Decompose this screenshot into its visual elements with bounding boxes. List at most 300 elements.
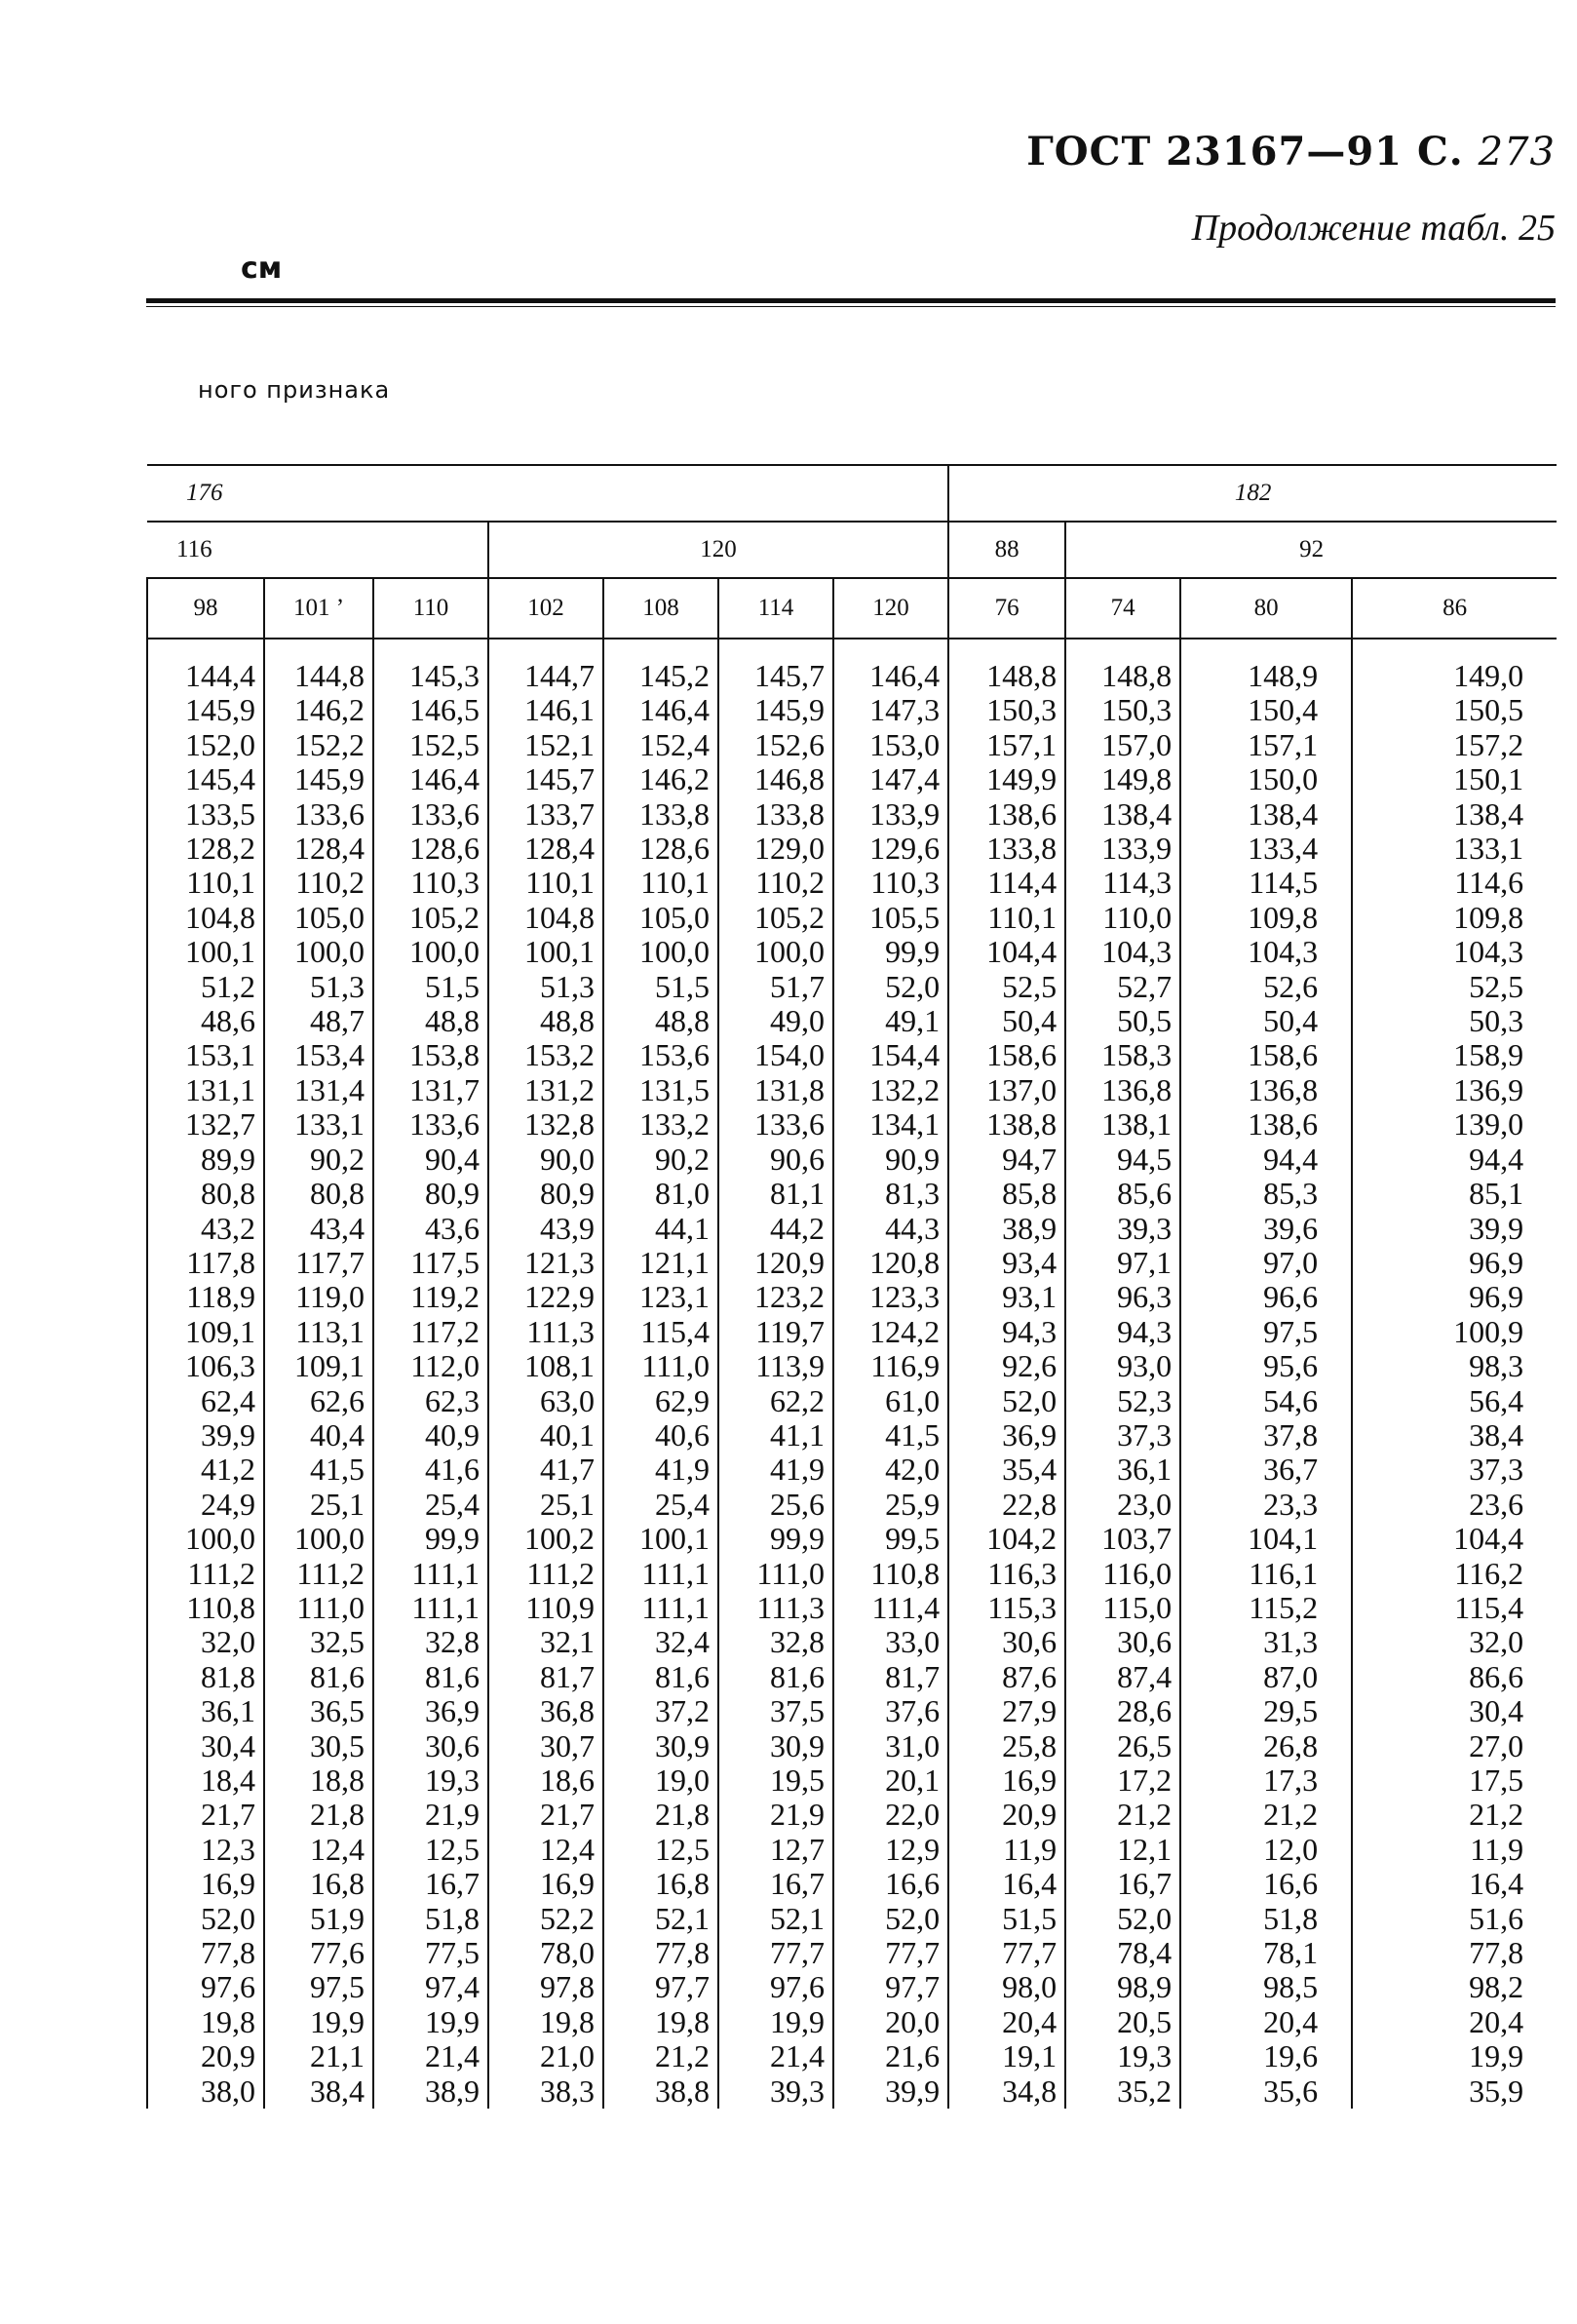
table-cell: 133,6	[373, 1107, 488, 1142]
table-cell: 116,9	[833, 1349, 948, 1383]
table-row	[147, 1591, 1557, 1625]
table-row	[147, 2039, 1557, 2073]
table-row	[147, 1177, 1557, 1211]
table-cell: 150,1	[1352, 762, 1557, 796]
table-cell: 131,4	[264, 1073, 373, 1107]
table-cell: 103,7	[1065, 1522, 1180, 1556]
table-cell: 150,4	[1180, 693, 1352, 727]
table-cell: 50,4	[948, 1004, 1065, 1038]
table-cell: 104,4	[948, 935, 1065, 969]
table-row	[147, 1625, 1557, 1659]
table-cell: 133,8	[603, 797, 718, 832]
table-cell: 158,6	[1180, 1038, 1352, 1072]
table-cell: 48,8	[373, 1004, 488, 1038]
table-cell: 77,6	[264, 1936, 373, 1970]
table-cell: 117,5	[373, 1246, 488, 1280]
table-cell: 38,0	[147, 2074, 264, 2109]
table-cell: 111,0	[603, 1349, 718, 1383]
table-cell: 62,4	[147, 1384, 264, 1418]
table-cell: 32,8	[373, 1625, 488, 1659]
table-cell: 153,4	[264, 1038, 373, 1072]
table-cell: 17,2	[1065, 1763, 1180, 1798]
table-cell: 21,4	[373, 2039, 488, 2073]
table-cell: 133,1	[1352, 832, 1557, 866]
table-cell: 119,7	[718, 1315, 833, 1349]
table-cell: 99,9	[718, 1522, 833, 1556]
table-cell: 52,0	[833, 1902, 948, 1936]
table-cell: 80,9	[373, 1177, 488, 1211]
table-cell: 51,5	[948, 1902, 1065, 1936]
table-cell: 12,1	[1065, 1833, 1180, 1867]
table-cell: 80,8	[147, 1177, 264, 1211]
waist-80: 80	[1180, 578, 1352, 639]
table-cell: 120,9	[718, 1246, 833, 1280]
table-row	[147, 1694, 1557, 1728]
table-cell: 96,3	[1065, 1280, 1180, 1314]
table-cell: 16,7	[718, 1867, 833, 1901]
table-row	[147, 866, 1557, 900]
table-cell: 87,0	[1180, 1660, 1352, 1694]
table-cell: 38,9	[948, 1212, 1065, 1246]
document-header	[1026, 129, 1556, 174]
table-cell: 138,4	[1352, 797, 1557, 832]
table-cell: 98,0	[948, 1970, 1065, 2004]
table-cell: 48,7	[264, 1004, 373, 1038]
table-cell: 94,4	[1180, 1143, 1352, 1177]
table-cell: 149,8	[1065, 762, 1180, 796]
table-cell: 110,9	[488, 1591, 603, 1625]
table-cell: 51,9	[264, 1902, 373, 1936]
table-cell: 149,9	[948, 762, 1065, 796]
table-row	[147, 1418, 1557, 1452]
table-cell: 116,3	[948, 1557, 1065, 1591]
table-cell: 116,1	[1180, 1557, 1352, 1591]
table-cell: 147,4	[833, 762, 948, 796]
table-cell: 38,4	[264, 2074, 373, 2109]
chest-120: 120	[488, 522, 948, 578]
table-cell: 123,2	[718, 1280, 833, 1314]
table-row	[147, 1867, 1557, 1901]
table-cell: 119,2	[373, 1280, 488, 1314]
table-cell: 23,3	[1180, 1488, 1352, 1522]
table-cell: 112,0	[373, 1349, 488, 1383]
waist-110: 110	[373, 578, 488, 639]
table-cell: 16,6	[833, 1867, 948, 1901]
table-cell: 81,6	[373, 1660, 488, 1694]
table-cell: 12,5	[603, 1833, 718, 1867]
table-row	[147, 935, 1557, 969]
table-cell: 32,0	[1352, 1625, 1557, 1659]
table-cell: 30,6	[373, 1729, 488, 1763]
table-cell: 111,3	[488, 1315, 603, 1349]
waist-102: 102	[488, 578, 603, 639]
table-cell: 157,1	[948, 728, 1065, 762]
table-cell: 98,5	[1180, 1970, 1352, 2004]
table-cell: 52,0	[1065, 1902, 1180, 1936]
unit-label: см	[241, 252, 283, 286]
table-cell: 11,9	[948, 1833, 1065, 1867]
table-cell: 136,8	[1065, 1073, 1180, 1107]
table-cell: 120,8	[833, 1246, 948, 1280]
table-cell: 96,9	[1352, 1280, 1557, 1314]
table-cell: 22,8	[948, 1488, 1065, 1522]
table-cell: 50,4	[1180, 1004, 1352, 1038]
table-cell: 26,5	[1065, 1729, 1180, 1763]
table-cell: 99,9	[373, 1522, 488, 1556]
table-cell: 145,2	[603, 639, 718, 693]
table-cell: 39,9	[833, 2074, 948, 2109]
table-cell: 25,9	[833, 1488, 948, 1522]
table-cell: 133,6	[264, 797, 373, 832]
table-cell: 146,2	[603, 762, 718, 796]
table-cell: 136,9	[1352, 1073, 1557, 1107]
table-cell: 38,8	[603, 2074, 718, 2109]
table-cell: 44,2	[718, 1212, 833, 1246]
table-cell: 35,4	[948, 1452, 1065, 1487]
table-cell: 97,5	[264, 1970, 373, 2004]
table-cell: 90,0	[488, 1143, 603, 1177]
table-cell: 153,6	[603, 1038, 718, 1072]
table-cell: 131,7	[373, 1073, 488, 1107]
table-cell: 39,3	[1065, 1212, 1180, 1246]
table-cell: 41,9	[603, 1452, 718, 1487]
table-cell: 158,3	[1065, 1038, 1180, 1072]
table-cell: 23,0	[1065, 1488, 1180, 1522]
table-cell: 96,9	[1352, 1246, 1557, 1280]
table-cell: 113,9	[718, 1349, 833, 1383]
table-cell: 131,1	[147, 1073, 264, 1107]
table-cell: 32,1	[488, 1625, 603, 1659]
table-cell: 138,6	[1180, 1107, 1352, 1142]
table-cell: 145,9	[718, 693, 833, 727]
table-cell: 52,7	[1065, 970, 1180, 1004]
table-cell: 115,0	[1065, 1591, 1180, 1625]
table-cell: 133,2	[603, 1107, 718, 1142]
table-cell: 25,6	[718, 1488, 833, 1522]
table-cell: 51,2	[147, 970, 264, 1004]
table-cell: 98,9	[1065, 1970, 1180, 2004]
table-row	[147, 1452, 1557, 1487]
table-cell: 21,6	[833, 2039, 948, 2073]
table-cell: 21,2	[1352, 1798, 1557, 1832]
height-header-row	[147, 465, 1557, 522]
table-cell: 38,9	[373, 2074, 488, 2109]
table-cell: 35,2	[1065, 2074, 1180, 2109]
table-cell: 16,9	[948, 1763, 1065, 1798]
table-cell: 110,8	[147, 1591, 264, 1625]
table-cell: 100,2	[488, 1522, 603, 1556]
table-cell: 157,2	[1352, 728, 1557, 762]
table-cell: 22,0	[833, 1798, 948, 1832]
table-cell: 32,0	[147, 1625, 264, 1659]
table-cell: 85,1	[1352, 1177, 1557, 1211]
table-cell: 81,7	[833, 1660, 948, 1694]
table-row	[147, 2074, 1557, 2109]
table-cell: 111,1	[373, 1557, 488, 1591]
table-cell: 114,4	[948, 866, 1065, 900]
table-cell: 111,1	[373, 1591, 488, 1625]
table-cell: 153,0	[833, 728, 948, 762]
table-cell: 118,9	[147, 1280, 264, 1314]
table-cell: 152,0	[147, 728, 264, 762]
table-cell: 41,1	[718, 1418, 833, 1452]
table-cell: 52,6	[1180, 970, 1352, 1004]
table-cell: 100,9	[1352, 1315, 1557, 1349]
table-cell: 81,7	[488, 1660, 603, 1694]
table-cell: 110,3	[373, 866, 488, 900]
table-cell: 86,6	[1352, 1660, 1557, 1694]
measurements-table	[146, 464, 1557, 2109]
table-cell: 92,6	[948, 1349, 1065, 1383]
table-row	[147, 639, 1557, 693]
table-cell: 43,4	[264, 1212, 373, 1246]
table-cell: 115,3	[948, 1591, 1065, 1625]
table-cell: 37,2	[603, 1694, 718, 1728]
waist-98: 98	[147, 578, 264, 639]
table-cell: 16,4	[948, 1867, 1065, 1901]
table-cell: 105,0	[603, 901, 718, 935]
table-cell: 146,4	[603, 693, 718, 727]
waist-86: 86	[1352, 578, 1557, 639]
table-cell: 81,6	[264, 1660, 373, 1694]
table-cell: 109,8	[1180, 901, 1352, 935]
table-cell: 110,2	[264, 866, 373, 900]
table-cell: 19,9	[264, 2005, 373, 2039]
table-cell: 145,4	[147, 762, 264, 796]
table-cell: 100,0	[373, 935, 488, 969]
waist-76: 76	[948, 578, 1065, 639]
table-cell: 30,5	[264, 1729, 373, 1763]
table-row	[147, 797, 1557, 832]
table-cell: 105,2	[718, 901, 833, 935]
table-cell: 111,4	[833, 1591, 948, 1625]
table-cell: 41,5	[833, 1418, 948, 1452]
table-cell: 39,9	[147, 1418, 264, 1452]
table-cell: 30,4	[147, 1729, 264, 1763]
table-cell: 117,2	[373, 1315, 488, 1349]
table-cell: 78,0	[488, 1936, 603, 1970]
table-cell: 36,7	[1180, 1452, 1352, 1487]
table-cell: 52,0	[833, 970, 948, 1004]
table-cell: 93,0	[1065, 1349, 1180, 1383]
table-cell: 26,8	[1180, 1729, 1352, 1763]
table-cell: 96,6	[1180, 1280, 1352, 1314]
table-cell: 51,8	[1180, 1902, 1352, 1936]
table-cell: 129,6	[833, 832, 948, 866]
table-cell: 78,4	[1065, 1936, 1180, 1970]
waist-header-row	[147, 578, 1557, 639]
table-cell: 41,7	[488, 1452, 603, 1487]
table-cell: 12,4	[264, 1833, 373, 1867]
table-row	[147, 1315, 1557, 1349]
table-cell: 133,7	[488, 797, 603, 832]
table-cell: 29,5	[1180, 1694, 1352, 1728]
table-cell: 104,3	[1180, 935, 1352, 969]
table-row	[147, 1107, 1557, 1142]
table-cell: 97,7	[833, 1970, 948, 2004]
table-cell: 44,3	[833, 1212, 948, 1246]
table-cell: 77,8	[1352, 1936, 1557, 1970]
table-cell: 89,9	[147, 1143, 264, 1177]
table-cell: 80,8	[264, 1177, 373, 1211]
chest-88: 88	[948, 522, 1065, 578]
table-cell: 16,4	[1352, 1867, 1557, 1901]
table-cell: 138,6	[948, 797, 1065, 832]
table-cell: 77,7	[948, 1936, 1065, 1970]
table-cell: 18,8	[264, 1763, 373, 1798]
table-cell: 18,4	[147, 1763, 264, 1798]
table-cell: 97,5	[1180, 1315, 1352, 1349]
table-cell: 104,1	[1180, 1522, 1352, 1556]
table-cell: 20,4	[1180, 2005, 1352, 2039]
table-cell: 35,6	[1180, 2074, 1352, 2109]
table-cell: 145,7	[718, 639, 833, 693]
table-cell: 97,6	[718, 1970, 833, 2004]
table-cell: 11,9	[1352, 1833, 1557, 1867]
table-cell: 128,4	[264, 832, 373, 866]
table-cell: 134,1	[833, 1107, 948, 1142]
table-cell: 54,6	[1180, 1384, 1352, 1418]
table-cell: 104,8	[488, 901, 603, 935]
table-cell: 90,2	[264, 1143, 373, 1177]
table-row	[147, 1143, 1557, 1177]
table-cell: 132,2	[833, 1073, 948, 1107]
table-cell: 158,9	[1352, 1038, 1557, 1072]
chest-header-row	[147, 522, 1557, 578]
table-cell: 30,9	[603, 1729, 718, 1763]
table-cell: 51,7	[718, 970, 833, 1004]
table-cell: 110,3	[833, 866, 948, 900]
table-cell: 133,4	[1180, 832, 1352, 866]
page-prefix: С.	[1416, 129, 1464, 174]
table-row	[147, 1970, 1557, 2004]
table-cell: 21,0	[488, 2039, 603, 2073]
table-cell: 93,1	[948, 1280, 1065, 1314]
table-cell: 109,1	[264, 1349, 373, 1383]
table-cell: 122,9	[488, 1280, 603, 1314]
table-cell: 21,4	[718, 2039, 833, 2073]
table-cell: 100,0	[147, 1522, 264, 1556]
table-cell: 56,4	[1352, 1384, 1557, 1418]
table-cell: 39,3	[718, 2074, 833, 2109]
table-cell: 154,4	[833, 1038, 948, 1072]
table-cell: 146,5	[373, 693, 488, 727]
table-cell: 139,0	[1352, 1107, 1557, 1142]
table-cell: 77,7	[833, 1936, 948, 1970]
table-cell: 21,2	[1180, 1798, 1352, 1832]
table-cell: 106,3	[147, 1349, 264, 1383]
table-cell: 81,8	[147, 1660, 264, 1694]
table-cell: 144,4	[147, 639, 264, 693]
table-cell: 153,1	[147, 1038, 264, 1072]
chest-116: 116	[147, 522, 488, 578]
table-cell: 36,8	[488, 1694, 603, 1728]
table-cell: 100,0	[718, 935, 833, 969]
table-cell: 36,1	[147, 1694, 264, 1728]
table-cell: 116,0	[1065, 1557, 1180, 1591]
table-cell: 94,3	[1065, 1315, 1180, 1349]
table-cell: 21,9	[718, 1798, 833, 1832]
table-cell: 105,0	[264, 901, 373, 935]
table-cell: 148,8	[1065, 639, 1180, 693]
table-cell: 20,0	[833, 2005, 948, 2039]
table-cell: 111,1	[603, 1557, 718, 1591]
table-cell: 51,3	[264, 970, 373, 1004]
table-cell: 52,3	[1065, 1384, 1180, 1418]
table-cell: 150,3	[1065, 693, 1180, 727]
table-cell: 19,0	[603, 1763, 718, 1798]
table-cell: 20,1	[833, 1763, 948, 1798]
table-cell: 157,0	[1065, 728, 1180, 762]
table-cell: 24,9	[147, 1488, 264, 1522]
table-cell: 117,7	[264, 1246, 373, 1280]
table-cell: 104,2	[948, 1522, 1065, 1556]
table-cell: 81,1	[718, 1177, 833, 1211]
table-row	[147, 1004, 1557, 1038]
table-cell: 97,6	[147, 1970, 264, 2004]
table-cell: 30,7	[488, 1729, 603, 1763]
table-cell: 38,4	[1352, 1418, 1557, 1452]
table-cell: 104,3	[1065, 935, 1180, 969]
table-row	[147, 1073, 1557, 1107]
table-cell: 115,4	[1352, 1591, 1557, 1625]
table-cell: 85,6	[1065, 1177, 1180, 1211]
table-cell: 40,1	[488, 1418, 603, 1452]
table-row	[147, 1557, 1557, 1591]
table-cell: 62,9	[603, 1384, 718, 1418]
table-cell: 87,4	[1065, 1660, 1180, 1694]
table-cell: 99,9	[833, 935, 948, 969]
table-cell: 97,0	[1180, 1246, 1352, 1280]
table-cell: 105,5	[833, 901, 948, 935]
table-row	[147, 1488, 1557, 1522]
table-cell: 97,4	[373, 1970, 488, 2004]
table-cell: 32,8	[718, 1625, 833, 1659]
table-cell: 16,7	[1065, 1867, 1180, 1901]
table-cell: 124,2	[833, 1315, 948, 1349]
table-cell: 62,2	[718, 1384, 833, 1418]
table-cell: 50,3	[1352, 1004, 1557, 1038]
table-cell: 41,9	[718, 1452, 833, 1487]
table-cell: 137,0	[948, 1073, 1065, 1107]
table-row	[147, 1522, 1557, 1556]
table-row	[147, 1212, 1557, 1246]
table-cell: 28,6	[1065, 1694, 1180, 1728]
table-cell: 152,2	[264, 728, 373, 762]
table-cell: 129,0	[718, 832, 833, 866]
table-row	[147, 693, 1557, 727]
table-cell: 36,9	[373, 1694, 488, 1728]
table-cell: 100,1	[488, 935, 603, 969]
table-cell: 77,7	[718, 1936, 833, 1970]
table-cell: 52,1	[603, 1902, 718, 1936]
table-cell: 148,8	[948, 639, 1065, 693]
table-cell: 27,9	[948, 1694, 1065, 1728]
table-row	[147, 1660, 1557, 1694]
table-cell: 104,3	[1352, 935, 1557, 969]
table-cell: 33,0	[833, 1625, 948, 1659]
table-row	[147, 1349, 1557, 1383]
table-cell: 115,4	[603, 1315, 718, 1349]
table-cell: 17,5	[1352, 1763, 1557, 1798]
table-cell: 19,9	[373, 2005, 488, 2039]
table-row	[147, 901, 1557, 935]
table-cell: 98,3	[1352, 1349, 1557, 1383]
table-cell: 111,2	[264, 1557, 373, 1591]
table-cell: 95,6	[1180, 1349, 1352, 1383]
table-cell: 90,4	[373, 1143, 488, 1177]
table-cell: 12,0	[1180, 1833, 1352, 1867]
